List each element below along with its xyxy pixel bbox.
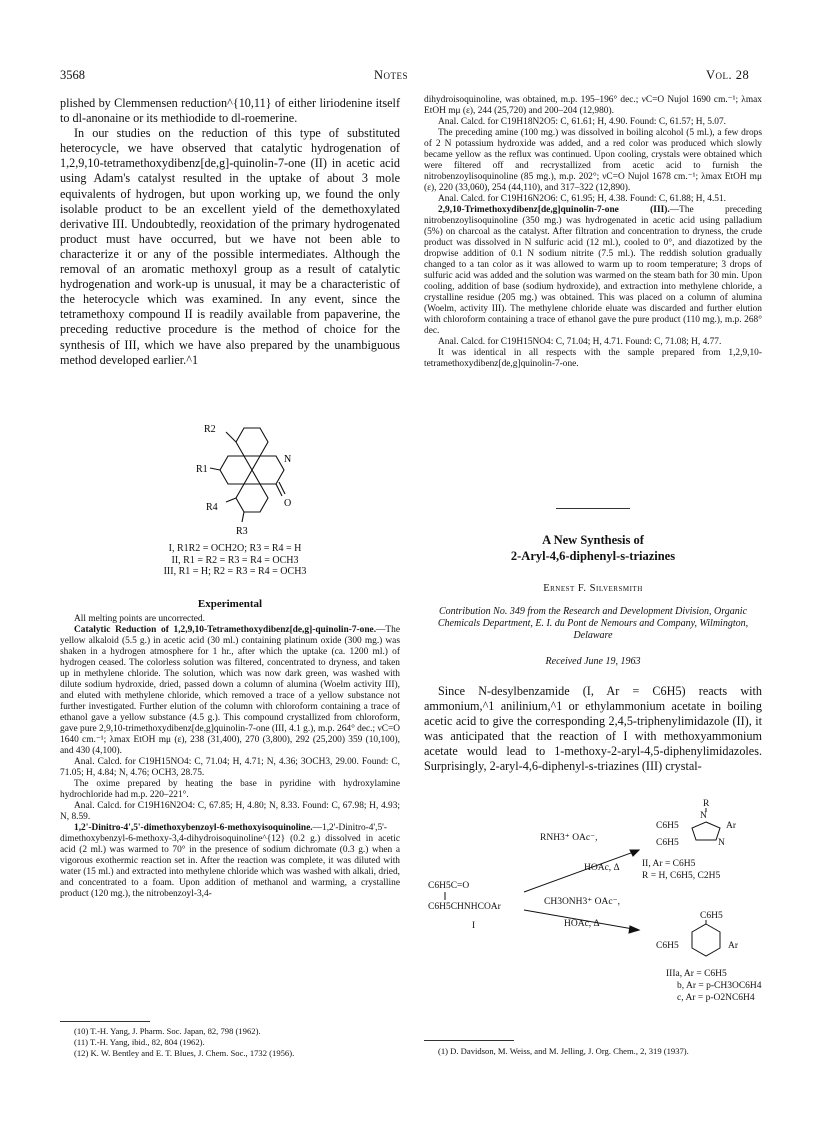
- triazine-ar-label: Ar: [728, 941, 739, 951]
- imidazole-n-lower: N: [718, 838, 725, 848]
- section-rule: [556, 508, 630, 509]
- footnote-rule: [60, 1021, 150, 1022]
- title-line-1: A New Synthesis of: [542, 533, 644, 547]
- imidazole-c6h5-upper: C6H5: [656, 821, 679, 831]
- imidazole-n-label: N: [700, 811, 707, 821]
- paragraph-title: 2,9,10-Trimethoxydibenz[de,g]quinolin-7-one (III).: [438, 205, 670, 215]
- o-label: O: [284, 498, 292, 509]
- paragraph: In our studies on the reduction of this type of substituted heterocycle, we have observed that catalytic hydrogenation of 1,2,9,10-tetramethoxydibenz[de,g]-quinolin-7-one (II) in acetic acid using Adam's catalyst resulted in the uptake of about 3 mole equivalents of hydrogen, but upon working up, we found the only isolable product to be an excellent yield of the demethoxylated derivative III. Undoubtedly, reoxidation of the primary hydrogenated product must have occurred, but we have not been able to characterize it or any of the possible intermediates. Although the removal of an aromatic methoxyl group as a result of catalytic hydrogenation and work-up is unusual, it may be a characteristic of the heterocycle which was examined. In any event, since the tetramethoxy compound II is readily available from papaverine, the preceding reductive procedure is the method of choice for the synthesis of III, which we have also prepared by the unambiguous method developed earlier.^1: [60, 126, 400, 367]
- reaction-scheme: [424, 792, 762, 1010]
- imidazole-c6h5-lower: C6H5: [656, 838, 679, 848]
- footnote-rule: [424, 1040, 514, 1041]
- triazine-c6h5-left: C6H5: [656, 941, 679, 951]
- paragraph: The oxime prepared by heating the base in pyridine with hydroxylamine hydrochloride had m.p. 220–221°.: [60, 779, 400, 800]
- r2-label: R2: [204, 424, 216, 435]
- start-material-line-2: C6H5CHNHCOAr: [428, 902, 501, 912]
- imidazole-r-label: R: [703, 799, 710, 809]
- footnote: (10) T.-H. Yang, J. Pharm. Soc. Japan, 82, 798 (1962).: [74, 1026, 261, 1036]
- r1-label: R1: [196, 464, 208, 475]
- paragraph: All melting points are uncorrected.: [74, 614, 205, 624]
- author: Ernest F. Silversmith: [543, 583, 643, 594]
- right-footnotes: [424, 1046, 762, 1057]
- r4-label: R4: [206, 502, 218, 513]
- paragraph: plished by Clemmensen reduction^{10,11} of either liriodenine itself to dl-anonaine or its methiodide to dl-roemerine.: [60, 96, 400, 126]
- paragraph: Anal. Calcd. for C19H16N2O6: C, 61.95; H, 4.38. Found: C, 61.88; H, 4.51.: [438, 194, 727, 204]
- n-label: N: [284, 454, 292, 465]
- experimental-heading: Experimental: [197, 598, 263, 610]
- imidazole-ar-label: Ar: [726, 821, 737, 831]
- footnote: (1) D. Davidson, M. Weiss, and M. Jelling, J. Org. Chem., 2, 319 (1937).: [438, 1046, 689, 1056]
- paragraph: Anal. Calcd. for C19H15NO4: C, 71.04; H, 4.71; N, 4.36; 3OCH3, 29.00. Found: C, 71.05; H, 4.84; N, 4.76; OCH3, 28.75.: [60, 757, 400, 778]
- compound-ii: II, R1 = R2 = R3 = R4 = OCH3: [171, 554, 299, 566]
- right-experimental: [424, 95, 762, 370]
- received-date: Received June 19, 1963: [545, 656, 641, 667]
- reagent-bottom: CH3ONH3⁺ OAc⁻,: [544, 897, 620, 907]
- paragraph: [60, 625, 400, 757]
- compound-iiic: c, Ar = p-O2NC6H4: [677, 993, 755, 1003]
- article-title: [424, 532, 762, 564]
- compound-iii: III, R1 = H; R2 = R3 = R4 = OCH3: [163, 566, 307, 577]
- condition-top: HOAc, Δ: [584, 863, 620, 873]
- paragraph-title: 1,2'-Dinitro-4',5'-dimethoxybenzoyl-6-methoxyisoquinoline.: [74, 823, 313, 833]
- paragraph-body: —1,2'-Dinitro-4',5'-dimethoxybenzyl-6-methoxy-3,4-dihydroisoquinoline^{12} (0.2 g.) dissolved in acetic acid (2 ml.) was warmed to 70° in the presence of sodium dichromate (0.3 g.) when a vigorous exothermic reaction set in. After the reaction was complete, it was diluted with water (15 ml.) and extracted into methylene chloride which was washed with alkali, dried, and concentrated to a foam. Upon addition of methanol and warming, a crystalline product (120 mg.), the nitrobenzoyl-3,4-: [60, 823, 400, 899]
- compound-iiib: b, Ar = p-CH3OC6H4: [677, 981, 762, 991]
- paragraph: Anal. Calcd. for C19H16N2O4: C, 67.85; H, 4.80; N, 8.33. Found: C, 67.98; H, 4.93; N, 8.59.: [60, 801, 400, 822]
- volume-label: Vol. 28: [706, 68, 750, 82]
- title-line-2: 2-Aryl-4,6-diphenyl-s-triazines: [510, 549, 676, 563]
- left-intro: [60, 96, 400, 368]
- paragraph: [60, 823, 400, 900]
- article-body: Since N-desylbenzamide (I, Ar = C6H5) reacts with ammonium,^1 anilinium,^1 or ethylammonium acetate in boiling acetic acid to give the corresponding 2,4,5-triphenylimidazole (II), it was anticipated that the reaction of I with methoxyammonium acetate would lead to 1-methoxy-2-aryl-4,5-diphenylimidazoles. Surprisingly, 2-aryl-4,6-diphenyl-s-triazines (III) crystal-: [424, 684, 762, 774]
- footnote: (12) K. W. Bentley and E. T. Blues, J. Chem. Soc., 1732 (1956).: [74, 1048, 295, 1058]
- paragraph: It was identical in all respects with the sample prepared from 1,2,9,10-tetramethoxydibenz[de,g]quinolin-7-one.: [424, 348, 762, 369]
- r3-label: R3: [236, 526, 248, 537]
- compound-i: I, R1R2 = OCH2O; R3 = R4 = H: [168, 543, 302, 554]
- page-number: 3568: [60, 68, 85, 82]
- running-head: Notes: [374, 68, 409, 82]
- reagent-top: RNH3⁺ OAc⁻,: [540, 833, 598, 843]
- paragraph-body: —The preceding nitrobenzoylisoquinoline (350 mg.) was hydrogenated in acetic acid using palladium (5%) on charcoal as the catalyst. After filtration and concentration to dryness, the crude product was dissolved in N sulfuric acid (12 ml.), cooled to 0°, and diazotized by the dropwise addition of 0.1 N sodium nitrite (7.5 ml.). The reddish solution gradually changed to a tan color as it was allowed to warm up to room temperature; 3 drops of sulfuric acid was added and the solution was warmed on the steam bath for 30 min. Upon cooling, addition of base (sodium hydroxide), and extraction into methylene chloride, a crystalline residue (205 mg.) was obtained. This was placed on a column of alumina (Woelm, activity III). The methylene chloride eluate was discarded and further elution with chloroform containing a trace of ethanol gave the pure product (110 mg.), m.p. 268° dec.: [424, 205, 762, 336]
- condition-bottom: HOAc, Δ: [564, 919, 600, 929]
- paragraph: [424, 205, 762, 337]
- triazine-c6h5-top: C6H5: [700, 911, 723, 921]
- start-material-line-1: C6H5C=O: [428, 881, 470, 891]
- left-experimental: [60, 614, 400, 900]
- paragraph: Anal. Calcd. for C19H18N2O5: C, 61.61; H, 4.90. Found: C, 61.57; H, 5.07.: [438, 117, 727, 127]
- paragraph: Anal. Calcd. for C19H15NO4: C, 71.04; H, 4.71. Found: C, 71.08; H, 4.77.: [438, 337, 722, 347]
- start-material-label: I: [472, 921, 476, 931]
- paragraph-title: Catalytic Reduction of 1,2,9,10-Tetramethoxydibenz[de,g]-quinolin-7-one.: [74, 625, 377, 635]
- left-footnotes: [60, 1026, 400, 1059]
- paragraph: The preceding amine (100 mg.) was dissolved in boiling alcohol (5 ml.), a few drops of 2 N potassium hydroxide was added, and a red color was produced which slowly became yellow as the reflux was continued. Upon cooling, crystals were obtained which were filtered off and recrystallized from acetic acid to furnish the nitrobenzoylisoquinoline (85 mg.), m.p. 202°; νC=O Nujol 1678 cm.⁻¹; λmax EtOH mμ (ε), 220 (33,060), 254 (44,110), and 317–322 (12,890).: [424, 128, 762, 193]
- dibenzquinolinone-structure: [190, 418, 340, 538]
- compound-ii-label: II, Ar = C6H5: [642, 859, 696, 869]
- compound-iiia: IIIa, Ar = C6H5: [666, 969, 727, 979]
- paragraph: dihydroisoquinoline, was obtained, m.p. 195–196° dec.; νC=O Nujol 1690 cm.⁻¹; λmax EtOH mμ (ε), 244 (25,720) and 200–204 (12,980).: [424, 95, 762, 116]
- compound-legend: [110, 543, 360, 578]
- compound-ii-r: R = H, C6H5, C2H5: [642, 871, 721, 881]
- affiliation: Contribution No. 349 from the Research and Development Division, Organic Chemicals Department, E. I. du Pont de Nemours and Company, Wilmington, Delaware: [437, 606, 749, 641]
- footnote: (11) T.-H. Yang, ibid., 82, 804 (1962).: [74, 1037, 205, 1047]
- paragraph-body: —The yellow alkaloid (5.5 g.) in acetic acid (30 ml.) containing platinum oxide (300 mg.) was shaken in a hydrogen atmosphere for 1 hr., after which the uptake (ca. 1200 ml.) of hydrogen ceased. The colorless solution was filtered, concentrated to dryness, and taken up in methylene chloride. The solution, which was now dark green, was washed with dilute sodium hydroxide, dried, passed down a column of alumina (Woelm activity III), and eluted with methylene chloride, which removed a trace of a yellow substance not further investigated. Further elution of the column with chloroform containing a trace of ethanol gave a yellow substance (4.5 g.). This compound crystallized from chloroform, gave pure 2,9,10-trimethoxydibenz[de,g]quinolin-7-one (III, 4.1 g.), m.p. 264° dec.; νC=O 1640 cm.⁻¹; λmax EtOH mμ (ε), 238 (31,400), 270 (3,800), 292 (25,200) 359 (10,100), and 430 (4,100).: [60, 625, 401, 756]
